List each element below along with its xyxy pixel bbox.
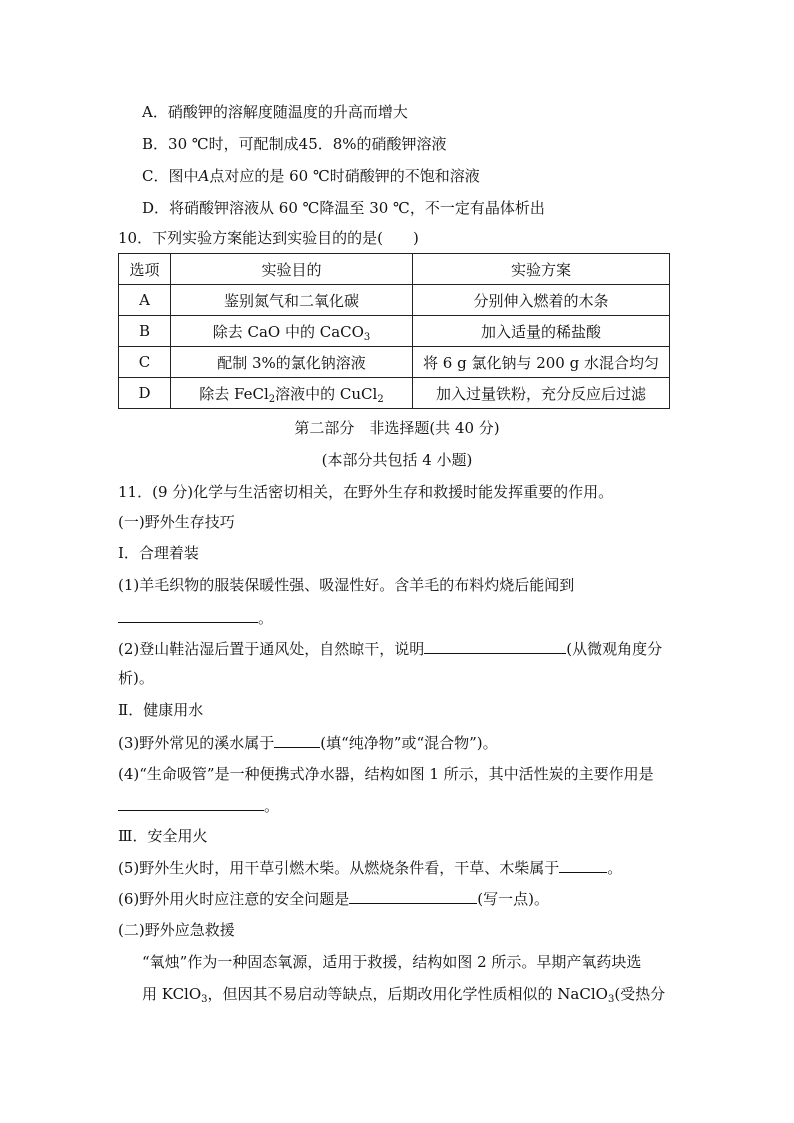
q11-part3-text-end: (填“纯净物”或“混合物”)。 bbox=[320, 734, 498, 752]
experiment-table bbox=[118, 253, 670, 409]
answer-blank[interactable] bbox=[274, 732, 320, 748]
row-option: C bbox=[119, 347, 171, 378]
row-plan: 加入过量铁粉，充分反应后过滤 bbox=[413, 378, 670, 409]
answer-blank[interactable] bbox=[118, 607, 258, 623]
q11-part2-text: (2)登山鞋沾湿后置于通风处，自然晾干，说明 bbox=[118, 640, 425, 658]
q9-option-d: D．将硝酸钾溶液从 60 ℃降温至 30 ℃，不一定有晶体析出 bbox=[142, 199, 545, 217]
q11-part5-text: (5)野外生火时，用干草引燃木柴。从燃烧条件看，干草、木柴属于 bbox=[118, 859, 560, 877]
q9-option-b: B．30 ℃时，可配制成45．8%的硝酸钾溶液 bbox=[142, 135, 447, 153]
row-goal: 配制 3%的氯化钠溶液 bbox=[171, 347, 413, 378]
q9-option-c-pre: C．图中 bbox=[142, 167, 199, 185]
oxygen-candle-para-2 bbox=[142, 984, 665, 1004]
answer-blank[interactable] bbox=[559, 857, 607, 873]
para-subscript-2: 3 bbox=[607, 994, 615, 1005]
q9-option-c bbox=[142, 166, 480, 186]
table-row bbox=[119, 316, 670, 347]
goal-subscript-2: 2 bbox=[377, 393, 384, 405]
heading-clothing: Ⅰ．合理着装 bbox=[118, 544, 199, 562]
period: 。 bbox=[607, 859, 623, 877]
row-plan: 加入适量的稀盐酸 bbox=[413, 316, 670, 347]
q11-part4-answer-line bbox=[118, 795, 279, 816]
row-plan: 分别伸入燃着的木条 bbox=[413, 285, 670, 316]
q11-part2-text-end: (从微观角度分 bbox=[566, 640, 663, 658]
goal-text: 除去 FeCl bbox=[199, 384, 269, 403]
row-goal bbox=[171, 378, 413, 409]
row-option: D bbox=[119, 378, 171, 409]
q9-option-c-post: 点对应的是 60 ℃时硝酸钾的不饱和溶液 bbox=[209, 167, 480, 185]
table-row bbox=[119, 285, 670, 316]
q11-part3-text: (3)野外常见的溪水属于 bbox=[118, 734, 275, 752]
row-option: A bbox=[119, 285, 171, 316]
header-goal: 实验目的 bbox=[171, 254, 413, 285]
para-text: 用 KClO bbox=[142, 985, 202, 1003]
row-goal bbox=[171, 316, 413, 347]
q11-part1: (1)羊毛织物的服装保暖性强、吸湿性好。含羊毛的布料灼烧后能闻到 bbox=[118, 576, 575, 594]
table-header-row bbox=[119, 254, 670, 285]
q11-part5 bbox=[118, 857, 622, 878]
period: 。 bbox=[264, 797, 280, 815]
goal-subscript: 2 bbox=[268, 393, 276, 405]
header-option: 选项 bbox=[119, 254, 171, 285]
row-option: B bbox=[119, 316, 171, 347]
goal-subscript: 3 bbox=[363, 331, 371, 343]
answer-blank[interactable] bbox=[424, 638, 566, 654]
answer-blank[interactable] bbox=[349, 888, 477, 904]
heading-water: Ⅱ．健康用水 bbox=[118, 701, 204, 719]
goal-text-mid: 溶液中的 CuCl bbox=[275, 384, 378, 403]
part2-subtitle: (本部分共包括 4 小题) bbox=[321, 451, 473, 469]
q11-part6-text: (6)野外用火时应注意的安全问题是 bbox=[118, 890, 350, 908]
q11-part2-cont: 析)。 bbox=[118, 669, 154, 687]
q9-point-label: A bbox=[198, 167, 210, 185]
period: 。 bbox=[258, 609, 274, 627]
q9-option-a: A．硝酸钾的溶解度随温度的升高而增大 bbox=[142, 103, 408, 121]
q10-stem: 10．下列实验方案能达到实验目的的是( ) bbox=[118, 229, 419, 247]
q11-part1-answer-line bbox=[118, 607, 273, 628]
q11-part2 bbox=[118, 638, 662, 659]
row-plan: 将 6 g 氯化钠与 200 g 水混合均匀 bbox=[413, 347, 670, 378]
oxygen-candle-para-1: “氧烛”作为一种固态氧源，适用于救援，结构如图 2 所示。早期产氧药块选 bbox=[142, 953, 642, 971]
header-plan: 实验方案 bbox=[413, 254, 670, 285]
q11-part4: (4)“生命吸管”是一种便携式净水器，结构如图 1 所示，其中活性炭的主要作用是 bbox=[118, 765, 654, 783]
q11-stem: 11．(9 分)化学与生活密切相关，在野外生存和救援时能发挥重要的作用。 bbox=[118, 483, 614, 501]
para-text-end: (受热分 bbox=[614, 985, 666, 1003]
para-subscript: 3 bbox=[201, 994, 208, 1005]
table-row bbox=[119, 347, 670, 378]
section-survival-skills: (一)野外生存技巧 bbox=[118, 513, 235, 531]
para-text-mid: ，但因其不易启动等缺点，后期改用化学性质相似的 NaClO bbox=[207, 985, 608, 1003]
q11-part6-text-end: (写一点)。 bbox=[477, 890, 549, 908]
heading-fire: Ⅲ．安全用火 bbox=[118, 827, 208, 845]
goal-text: 除去 CaO 中的 CaCO bbox=[212, 322, 364, 341]
row-goal: 鉴别氮气和二氧化碳 bbox=[171, 285, 413, 316]
part2-title: 第二部分 非选择题(共 40 分) bbox=[294, 419, 500, 437]
q11-part6 bbox=[118, 888, 549, 909]
table-row bbox=[119, 378, 670, 409]
answer-blank[interactable] bbox=[118, 795, 264, 811]
q11-part3 bbox=[118, 732, 498, 753]
section-emergency-rescue: (二)野外应急救援 bbox=[118, 921, 235, 939]
